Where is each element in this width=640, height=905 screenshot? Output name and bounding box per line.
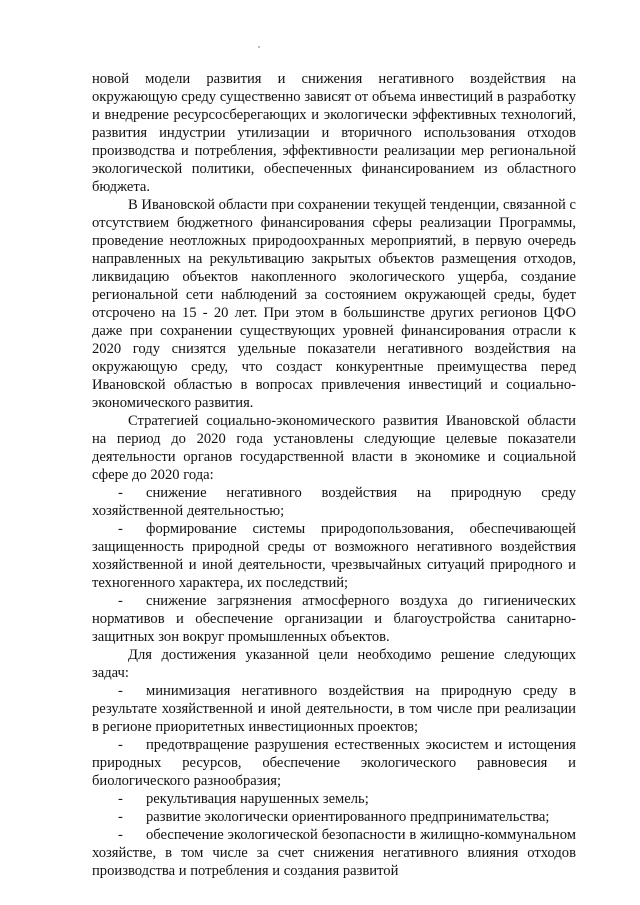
list-item-text: развитие экологически ориентированного предпринимательства; <box>146 809 550 825</box>
list-item <box>92 790 576 808</box>
dash-marker: - <box>118 737 123 753</box>
scan-speck <box>258 46 260 48</box>
list-item-text: снижение загрязнения атмосферного воздуха до гигиенических нормативов и обеспечение организации и благоустройства санитарно-защитных зон вокруг промышленных объектов. <box>92 593 576 645</box>
list-item-text: предотвращение разрушения естественных экосистем и истощения природных ресурсов, обеспечение экологического равновесия и биологического разнообразия; <box>92 737 576 789</box>
dash-marker: - <box>118 593 123 609</box>
dash-marker: - <box>118 791 123 807</box>
list-item <box>92 808 576 826</box>
list-item-text: рекультивация нарушенных земель; <box>146 791 369 807</box>
dash-marker: - <box>118 827 123 843</box>
dash-marker: - <box>118 521 123 537</box>
dash-marker: - <box>118 485 123 501</box>
list-item-text: формирование системы природопользования, обеспечивающей защищенность природной среды от возможного негативного воздействия хозяйственной и иной деятельности, чрезвычайных ситуаций природного и техногенного характера, их последствий; <box>92 521 576 591</box>
list-item-text: минимизация негативного воздействия на природную среду в результате хозяйственной и иной деятельности, в том числе при реализации в регионе приоритетных инвестиционных проектов; <box>92 683 576 735</box>
list-item <box>92 520 576 592</box>
list-item <box>92 484 576 520</box>
dash-marker: - <box>118 809 123 825</box>
paragraph-ivanovo-region: В Ивановской области при сохранении текущей тенденции, связанной с отсутствием бюджетного финансирования сферы реализации Программы, проведение неотложных природоохранных мероприятий, в первую очередь направленных на рекультивацию закрытых объектов размещения отходов, ликвидацию объектов накопленного экологического ущерба, создание региональной сети наблюдений за состоянием окружающей среды, будет отсрочено на 15 - 20 лет. При этом в большинстве других регионов ЦФО даже при сохранении существующих уровней финансирования отрасли к 2020 году снизятся удельные показатели негативного воздействия на окружающую среду, что создаст конкурентные преимущества перед Ивановской областью в вопросах привлечения инвестиций и социально-экономического развития. <box>92 197 576 411</box>
list-item <box>92 736 576 790</box>
list-item <box>92 682 576 736</box>
dash-marker: - <box>118 683 123 699</box>
document-page <box>92 70 576 880</box>
paragraph-tasks-intro: Для достижения указанной цели необходимо решение следующих задач: <box>92 647 576 681</box>
paragraph-strategy: Стратегией социально-экономического развития Ивановской области на период до 2020 года установлены следующие целевые показатели деятельности органов государственной власти в экономике и социальной сфере до 2020 года: <box>92 413 576 483</box>
list-item-text: снижение негативного воздействия на природную среду хозяйственной деятельностью; <box>92 485 576 519</box>
list-item <box>92 592 576 646</box>
paragraph-continuation: новой модели развития и снижения негативного воздействия на окружающую среду существенно зависят от объема инвестиций в разработку и внедрение ресурсосберегающих и экологически эффективных технологий, развития индустрии утилизации и вторичного использования отходов производства и потребления, эффективности реализации мер региональной экологической политики, обеспеченных финансированием из областного бюджета. <box>92 71 576 195</box>
list-item-text: обеспечение экологической безопасности в жилищно-коммунальном хозяйстве, в том числе за счет снижения негативного влияния отходов производства и потребления и создания развитой <box>92 827 576 879</box>
list-item <box>92 826 576 880</box>
